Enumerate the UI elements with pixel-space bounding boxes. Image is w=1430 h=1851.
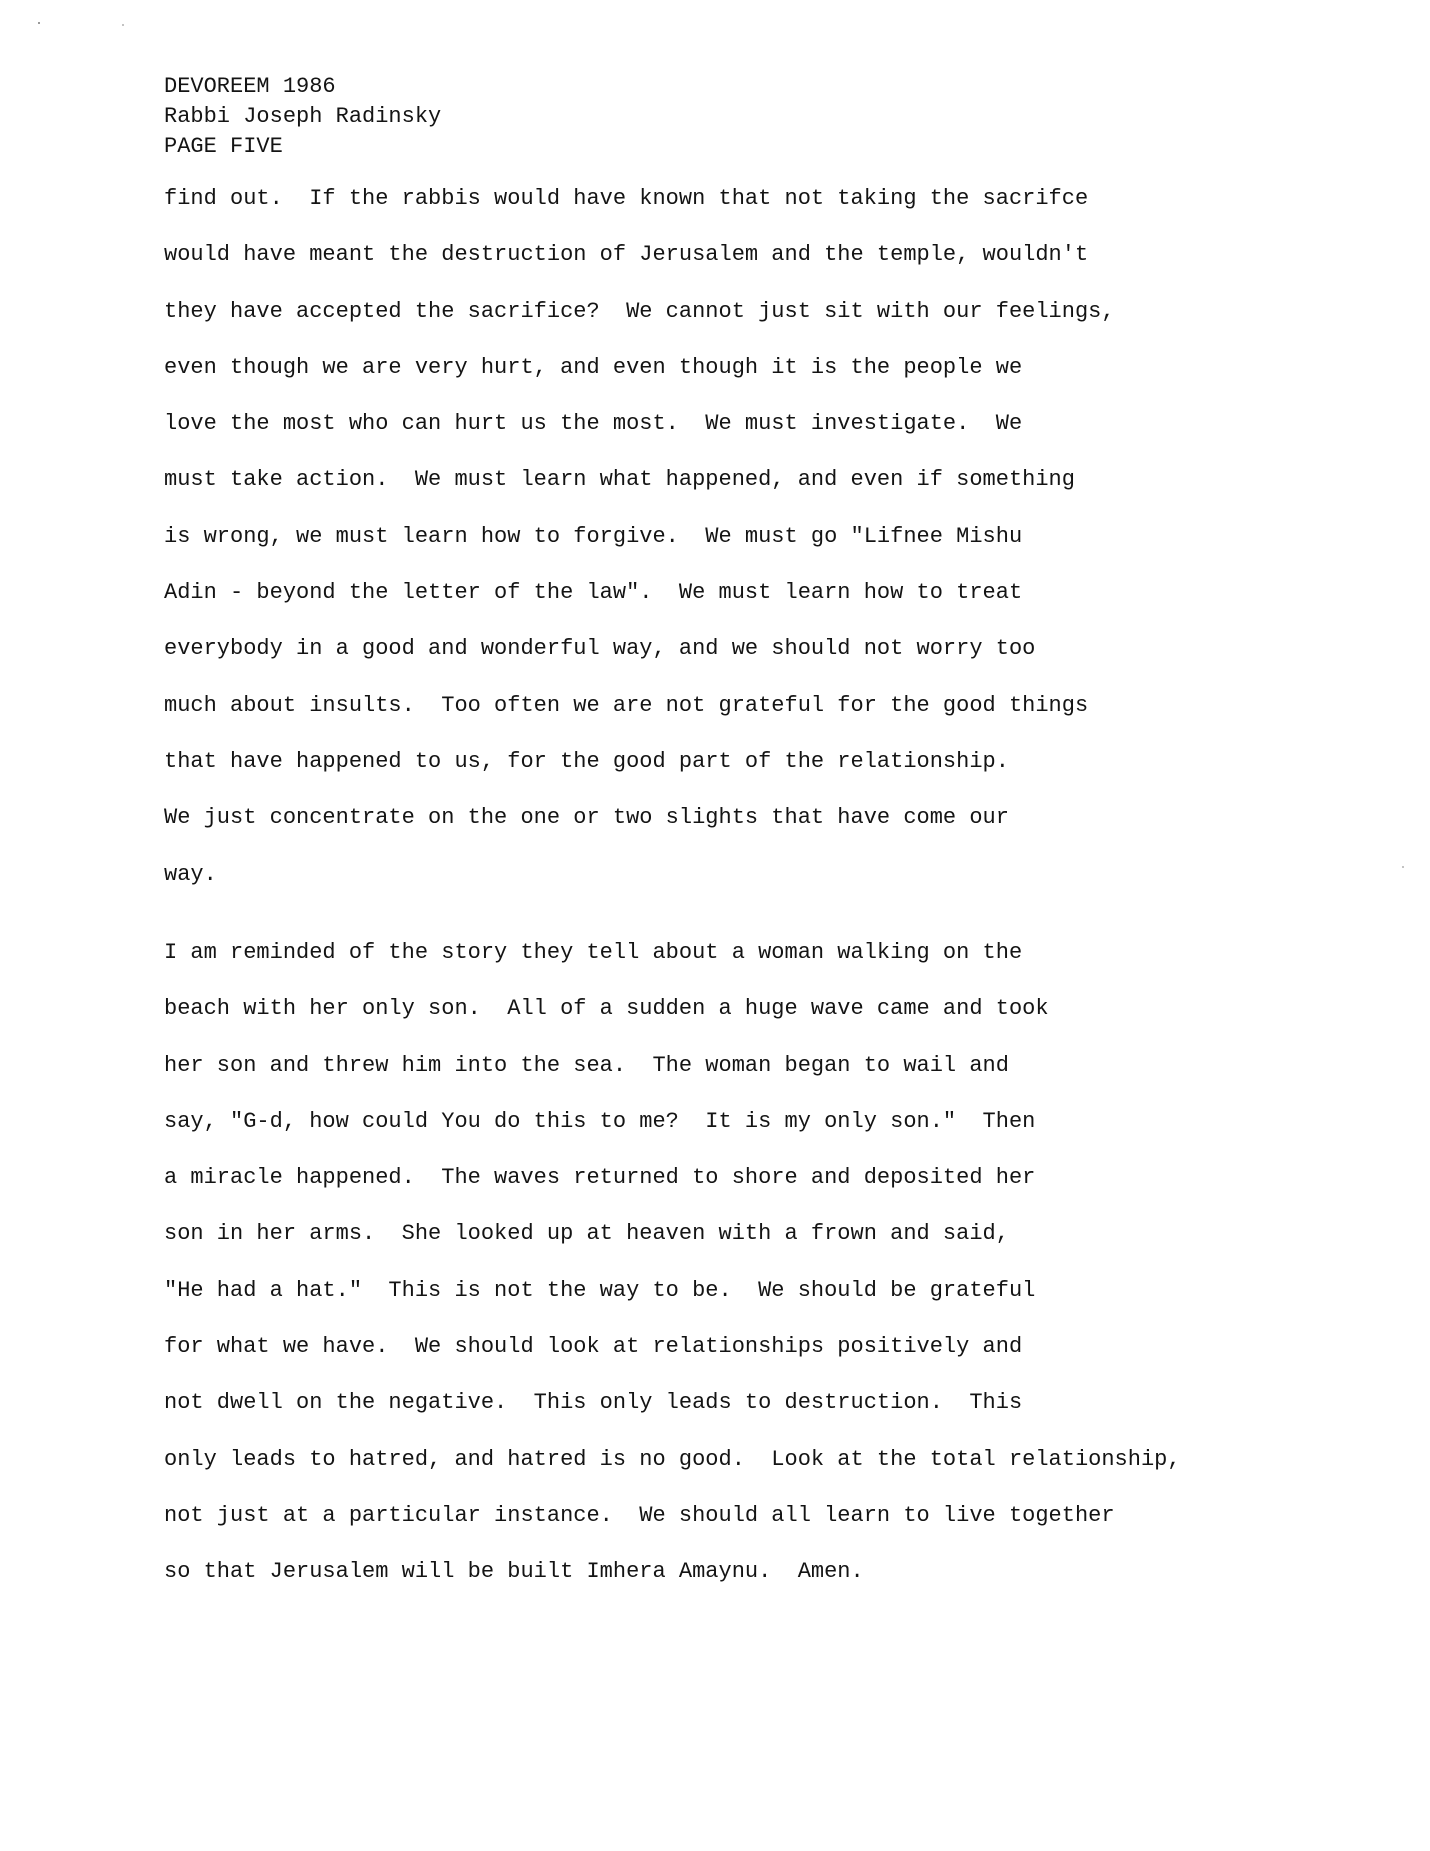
text-line: love the most who can hurt us the most. We must investigate. We bbox=[164, 411, 1023, 437]
text-line: We just concentrate on the one or two slights that have come our bbox=[164, 805, 1009, 831]
text-line: is wrong, we must learn how to forgive. We must go "Lifnee Mishu bbox=[164, 523, 1023, 549]
body-text bbox=[164, 184, 1181, 1585]
header-author: Rabbi Joseph Radinsky bbox=[164, 104, 442, 129]
header-page-number: PAGE FIVE bbox=[164, 134, 283, 159]
scan-speck bbox=[122, 24, 124, 26]
text-line: only leads to hatred, and hatred is no good. Look at the total relationship, bbox=[164, 1446, 1181, 1472]
paragraph-2 bbox=[164, 938, 1181, 1614]
text-line: a miracle happened. The waves returned to shore and deposited her bbox=[164, 1165, 1036, 1191]
text-line: everybody in a good and wonderful way, and we should not worry too bbox=[164, 636, 1036, 662]
text-line: her son and threw him into the sea. The woman began to wail and bbox=[164, 1052, 1009, 1078]
text-line: they have accepted the sacrifice? We cannot just sit with our feelings, bbox=[164, 298, 1115, 324]
text-line: that have happened to us, for the good part of the relationship. bbox=[164, 748, 1009, 774]
text-line: not just at a particular instance. We should all learn to live together bbox=[164, 1502, 1115, 1528]
paragraph-1 bbox=[164, 184, 1115, 916]
text-line: for what we have. We should look at relationships positively and bbox=[164, 1334, 1023, 1360]
text-line: must take action. We must learn what happened, and even if something bbox=[164, 467, 1075, 493]
text-line: not dwell on the negative. This only leads to destruction. This bbox=[164, 1390, 1023, 1416]
text-line: way. bbox=[164, 861, 217, 887]
page-header bbox=[164, 72, 441, 162]
text-line: "He had a hat." This is not the way to be. We should be grateful bbox=[164, 1277, 1036, 1303]
header-title: DEVOREEM 1986 bbox=[164, 74, 336, 99]
scan-speck bbox=[38, 22, 40, 24]
text-line: beach with her only son. All of a sudden a huge wave came and took bbox=[164, 996, 1049, 1022]
text-line: say, "G-d, how could You do this to me? It is my only son." Then bbox=[164, 1108, 1036, 1134]
scan-speck bbox=[1402, 866, 1404, 868]
text-line: I am reminded of the story they tell about a woman walking on the bbox=[164, 940, 1023, 965]
text-line: son in her arms. She looked up at heaven with a frown and said, bbox=[164, 1221, 1009, 1247]
text-line: Adin - beyond the letter of the law". We must learn how to treat bbox=[164, 580, 1023, 606]
text-line: find out. If the rabbis would have known that not taking the sacrifce bbox=[164, 186, 1089, 211]
text-line: much about insults. Too often we are not grateful for the good things bbox=[164, 692, 1089, 718]
text-line: would have meant the destruction of Jerusalem and the temple, wouldn't bbox=[164, 242, 1089, 268]
text-line: so that Jerusalem will be built Imhera Amaynu. Amen. bbox=[164, 1559, 864, 1585]
text-line: even though we are very hurt, and even though it is the people we bbox=[164, 354, 1023, 380]
